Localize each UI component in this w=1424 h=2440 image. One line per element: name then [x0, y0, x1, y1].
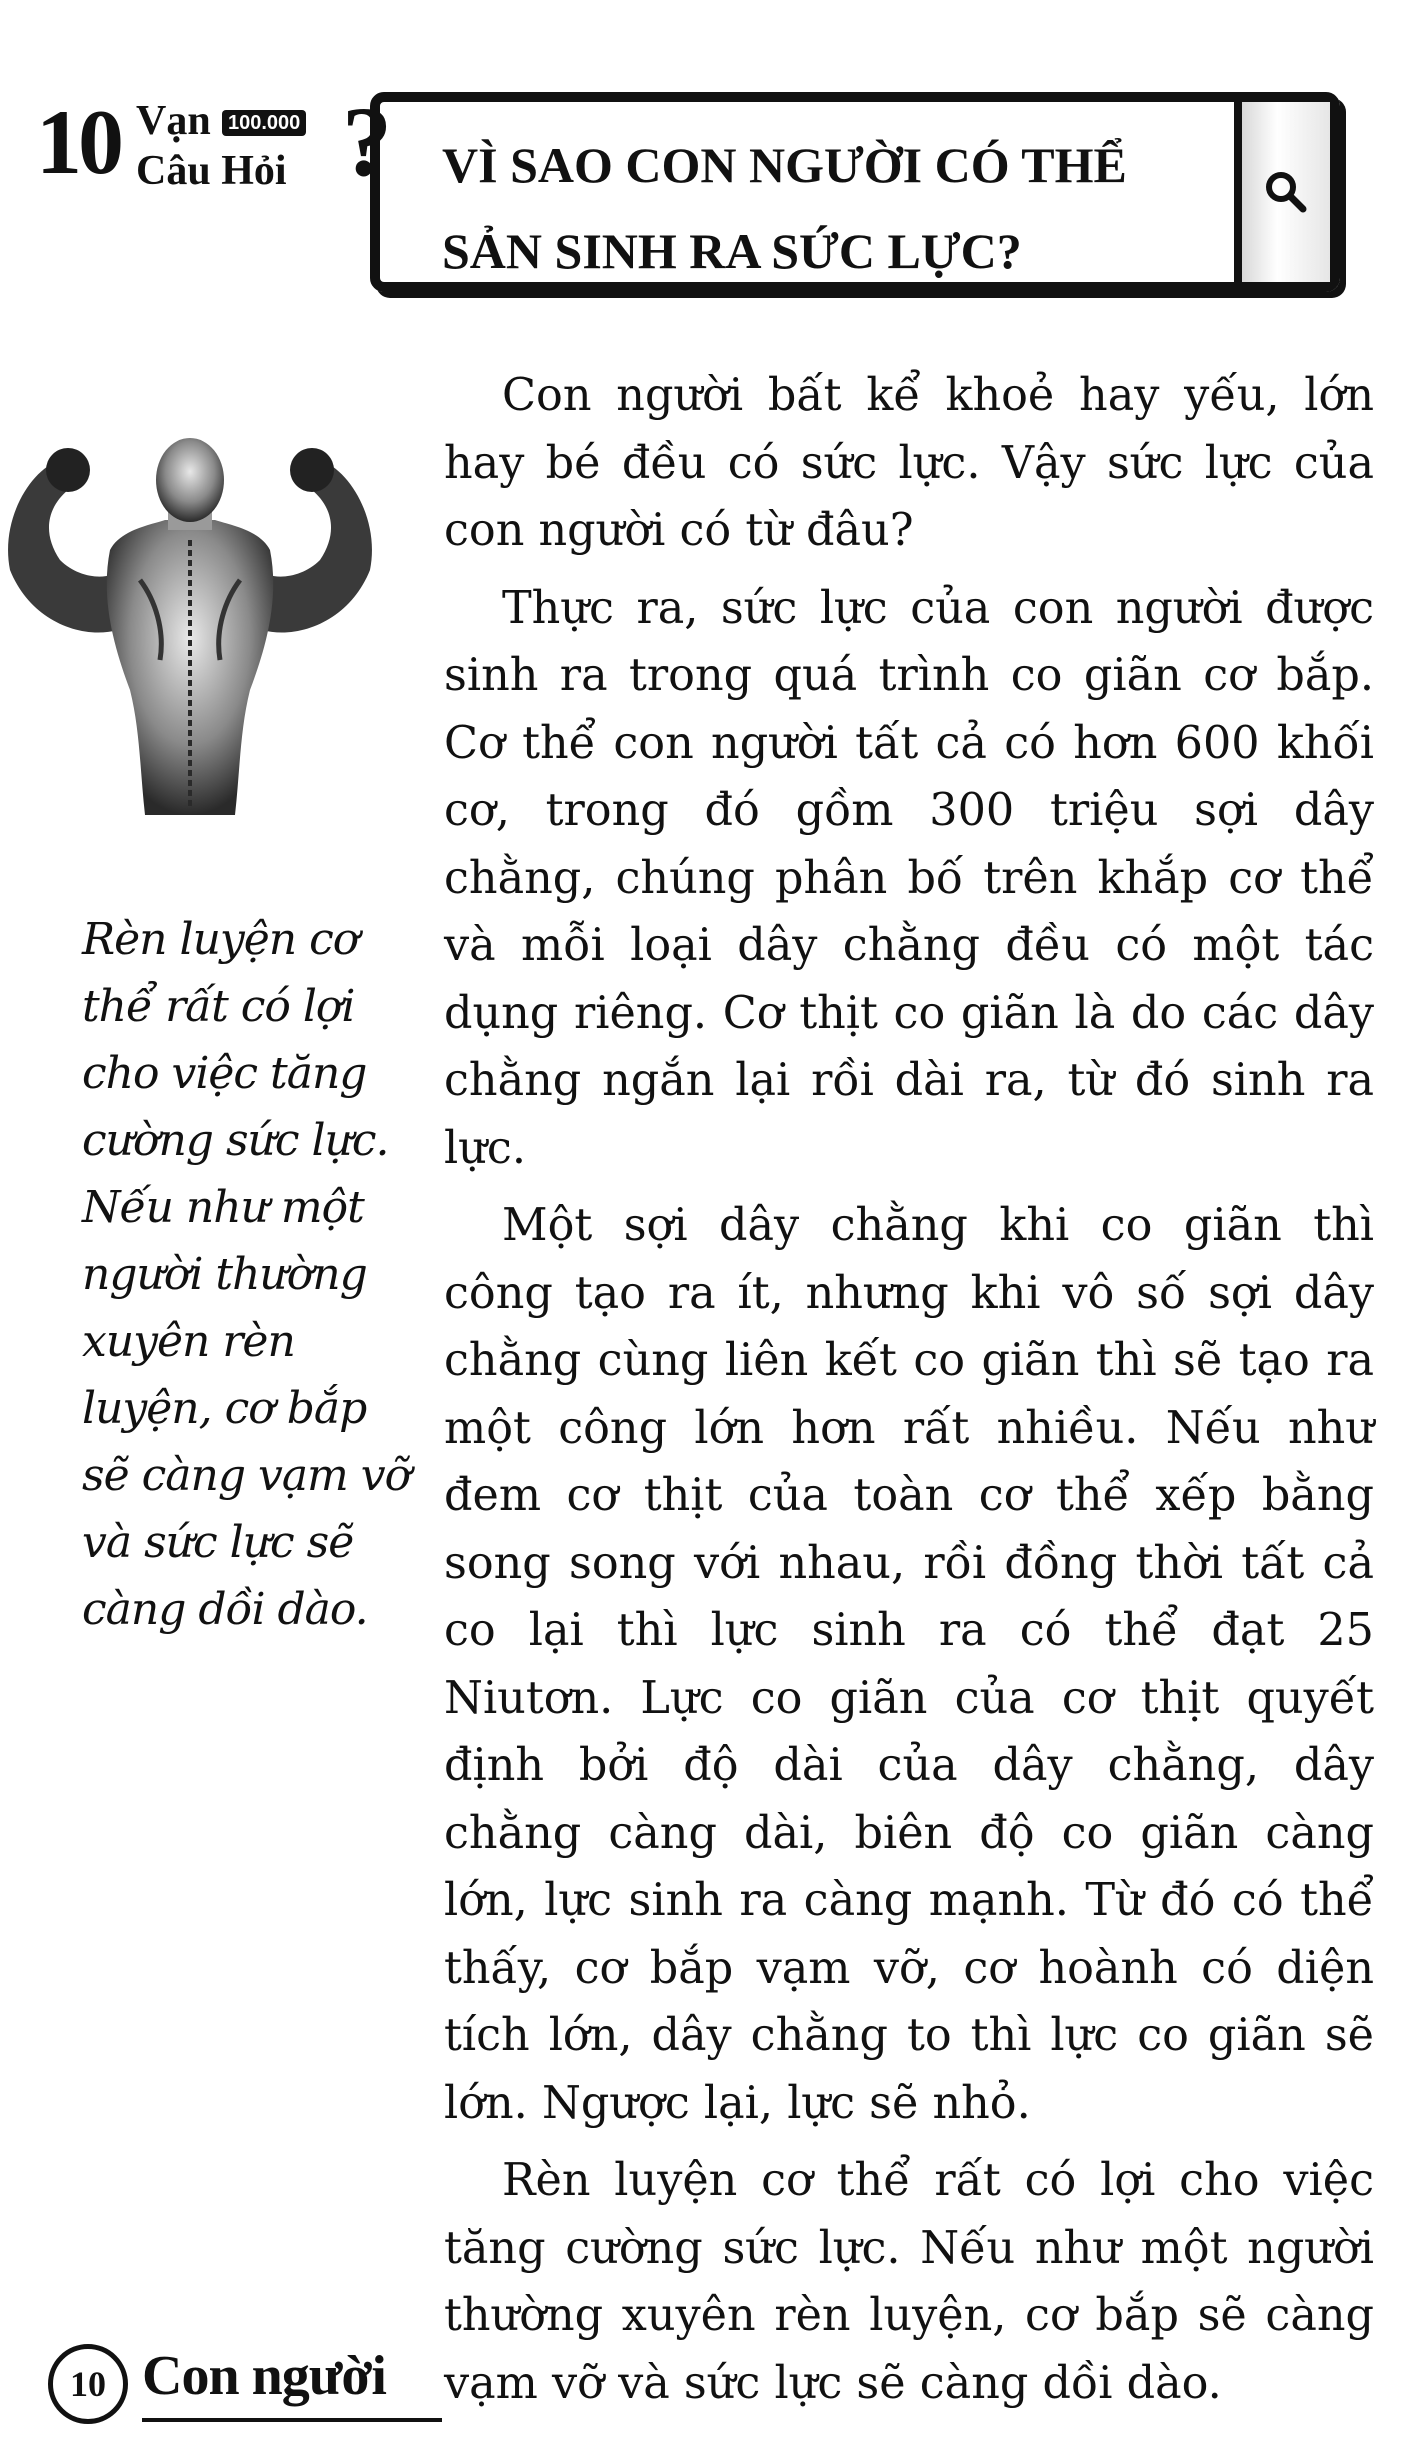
- paragraph: Thực ra, sức lực của con người được sinh ra trong quá trình co giãn cơ bắp. Cơ thể con người tất cả có hơn 600 khối cơ, trong đó gồm 300 triệu sợi dây chằng, chúng phân bố trên khắp cơ thể và mỗi loại dây chằng đều có một tác dụng riêng. Cơ thịt co giãn là do các dây chằng ngắn lại rồi dài ra, từ đó sinh ra lực.: [444, 582, 1374, 1174]
- page-footer: [48, 2340, 428, 2440]
- page-number: 10: [48, 2344, 128, 2424]
- paragraph: Rèn luyện cơ thể rất có lợi cho việc tăng cường sức lực. Nếu như một người thường xuyên rèn luyện, cơ bắp sẽ càng vạm vỡ và sức lực sẽ càng dồi dào.: [444, 2155, 1374, 2409]
- paragraph: Một sợi dây chằng khi co giãn thì công tạo ra ít, nhưng khi vô số sợi dây chằng cùng liên kết co giãn thì sẽ tạo ra một công lớn hơn rất nhiều. Nếu như đem cơ thịt của toàn cơ thể xếp bằng song song với nhau, rồi đồng thời tất cả co lại thì lực sinh ra có thể đạt 25 Niutơn. Lực co giãn của cơ thịt quyết định bởi độ dài của dây chằng, dây chằng càng dài, biên độ co giãn càng lớn, lực sinh ra càng mạnh. Từ đó có thể thấy, cơ bắp vạm vỡ, cơ hoành có diện tích lớn, dây chằng to thì lực co giãn sẽ lớn. Ngược lại, lực sẽ nhỏ.: [444, 1200, 1374, 2129]
- logo-van: Vạn: [136, 98, 211, 144]
- logo-number: 10: [36, 91, 120, 193]
- search-button: [1234, 102, 1330, 282]
- sidebar-caption: Rèn luyện cơ thể rất có lợi cho việc tăng cường sức lực. Nếu như một người thường xuyên rèn luyện, cơ bắp sẽ càng vạm vỡ và sức lực sẽ càng dồi dào.: [82, 914, 411, 1635]
- muscular-back-drawing: [0, 430, 380, 820]
- article-body: [444, 362, 1374, 2427]
- book-logo: [36, 86, 392, 206]
- muscular-back-illustration: [0, 430, 380, 820]
- section-label: Con người: [142, 2345, 386, 2407]
- title-box: [370, 92, 1340, 292]
- paragraph: Con người bất kể khoẻ hay yếu, lớn hay bé đều có sức lực. Vậy sức lực của con người có từ đâu?: [444, 370, 1374, 556]
- logo-cau-hoi: Câu Hỏi: [136, 148, 287, 194]
- page-title: VÌ SAO CON NGƯỜI CÓ THỂ SẢN SINH RA SỨC LỰC?: [442, 137, 1127, 279]
- logo-question-mark: ?: [342, 86, 392, 197]
- search-icon: [1263, 169, 1309, 215]
- logo-badge: 100.000: [222, 110, 306, 136]
- footer-rule: [142, 2418, 442, 2422]
